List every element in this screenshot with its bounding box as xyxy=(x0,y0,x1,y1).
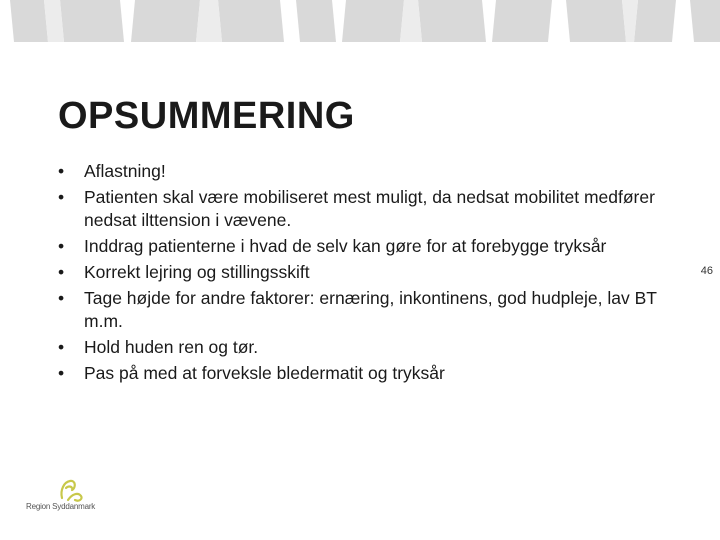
slide-title: OPSUMMERING xyxy=(58,95,355,137)
bullet-text: Tage højde for andre faktorer: ernæring, inkontinens, god hudpleje, lav BT m.m. xyxy=(84,288,657,331)
decorative-top-band xyxy=(0,0,720,42)
bullet-item xyxy=(58,160,668,183)
bullet-item xyxy=(58,287,668,333)
bullet-text: Inddrag patienterne i hvad de selv kan gøre for at forebygge tryksår xyxy=(84,236,607,256)
bullet-icon: • xyxy=(58,363,65,383)
bullet-item xyxy=(58,362,668,385)
bullet-text: Hold huden ren og tør. xyxy=(84,337,259,357)
bullet-text: Korrekt lejring og stillingsskift xyxy=(84,262,310,282)
bullet-text: Pas på med at forveksle bledermatit og tryksår xyxy=(84,363,445,383)
bullet-text: Aflastning! xyxy=(84,161,166,181)
bullet-item xyxy=(58,261,668,284)
bullet-icon: • xyxy=(58,262,65,282)
bullet-item xyxy=(58,235,668,258)
bullet-text: Patienten skal være mobiliseret mest muligt, da nedsat mobilitet medfører nedsat ilttension i vævene. xyxy=(84,187,655,230)
bullet-icon: • xyxy=(58,161,65,181)
bullet-icon: • xyxy=(58,187,65,207)
page-number: 46 xyxy=(700,265,713,277)
logo-mark-icon xyxy=(26,476,116,504)
bullet-item xyxy=(58,336,668,359)
logo-text: Region Syddanmark xyxy=(26,502,96,511)
bullet-icon: • xyxy=(58,236,65,256)
bullet-list xyxy=(58,160,668,388)
region-syddanmark-logo xyxy=(26,476,116,516)
bullet-icon: • xyxy=(58,288,65,308)
bullet-icon: • xyxy=(58,337,65,357)
bullet-item xyxy=(58,186,668,232)
